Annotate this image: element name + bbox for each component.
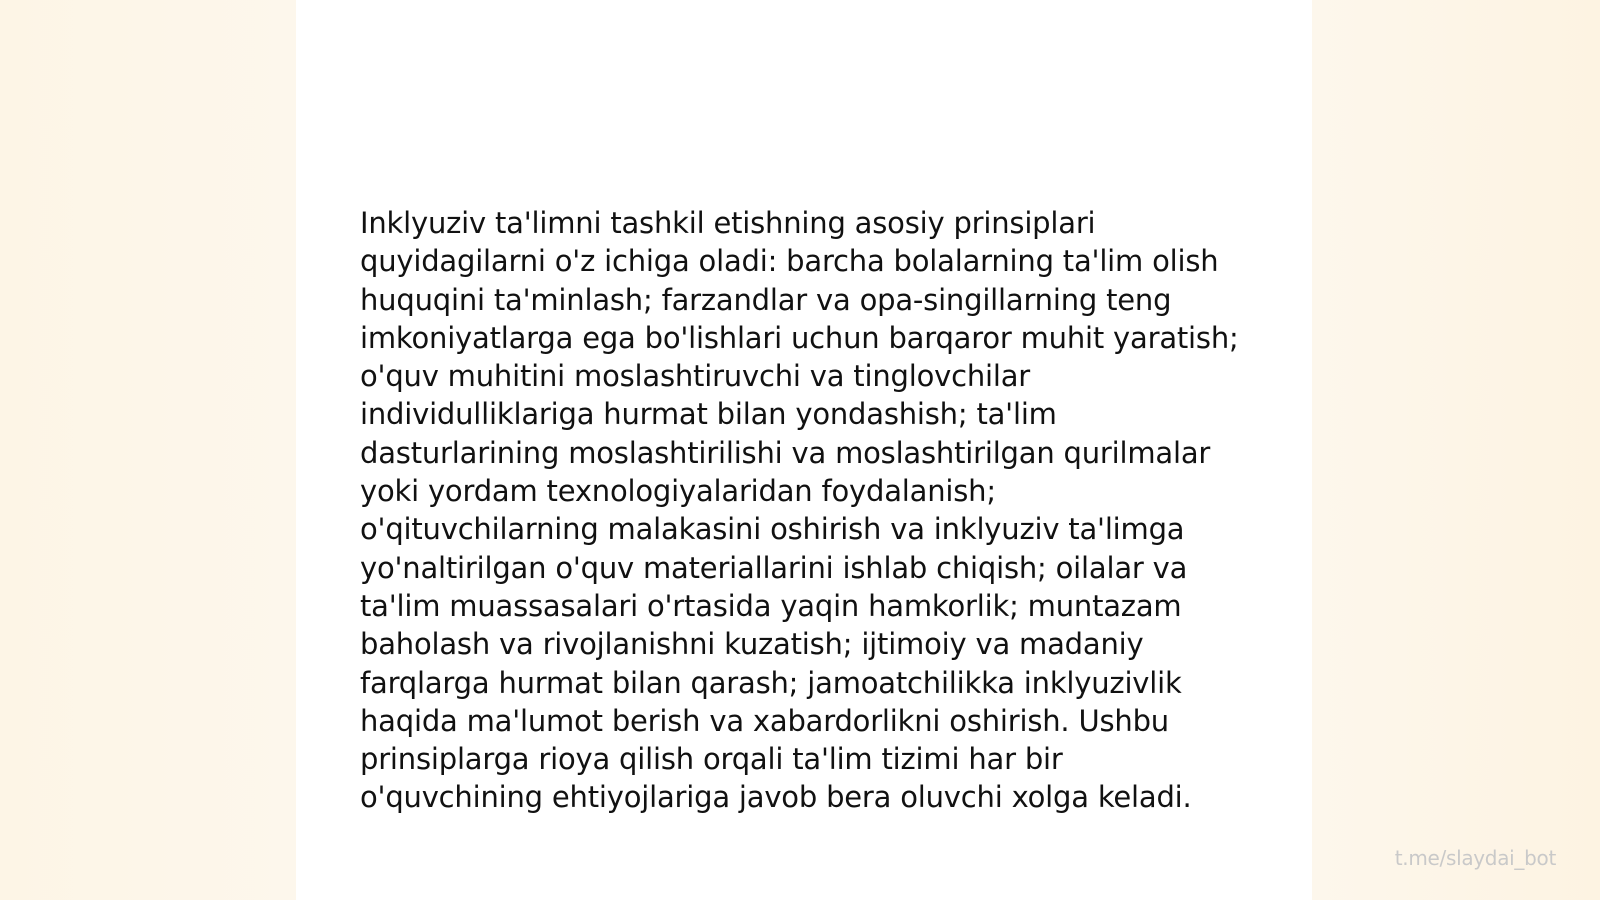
slide-page <box>296 0 1312 900</box>
background-right-panel <box>1312 0 1600 900</box>
watermark-text: t.me/slaydai_bot <box>1394 846 1556 870</box>
slide-body-text: Inklyuziv ta'limni tashkil etishning asosiy prinsiplari quyidagilarni o'z ichiga oladi: barcha bolalarning ta'lim olish huquqini ta'minlash; farzandlar va opa-singillarning teng imkoniyatlarga ega bo'lishlari uchun barqaror muhit yaratish; o'quv muhitini moslashtiruvchi va tinglovchilar individulliklariga hurmat bilan yondashish; ta'lim dasturlarining moslashtirilishi va moslashtirilgan qurilmalar yoki yordam texnologiyalaridan foydalanish; o'qituvchilarning malakasini oshirish va inklyuziv ta'limga yo'naltirilgan o'quv materiallarini ishlab chiqish; oilalar va ta'lim muassasalari o'rtasida yaqin hamkorlik; muntazam baholash va rivojlanishni kuzatish; ijtimoiy va madaniy farqlarga hurmat bilan qarash; jamoatchilikka inklyuzivlik haqida ma'lumot berish va xabardorlikni oshirish. Ushbu prinsiplarga rioya qilish orqali ta'lim tizimi har bir o'quvchining ehtiyojlariga javob bera oluvchi xolga keladi. <box>360 206 1239 815</box>
background-left-panel <box>0 0 296 900</box>
